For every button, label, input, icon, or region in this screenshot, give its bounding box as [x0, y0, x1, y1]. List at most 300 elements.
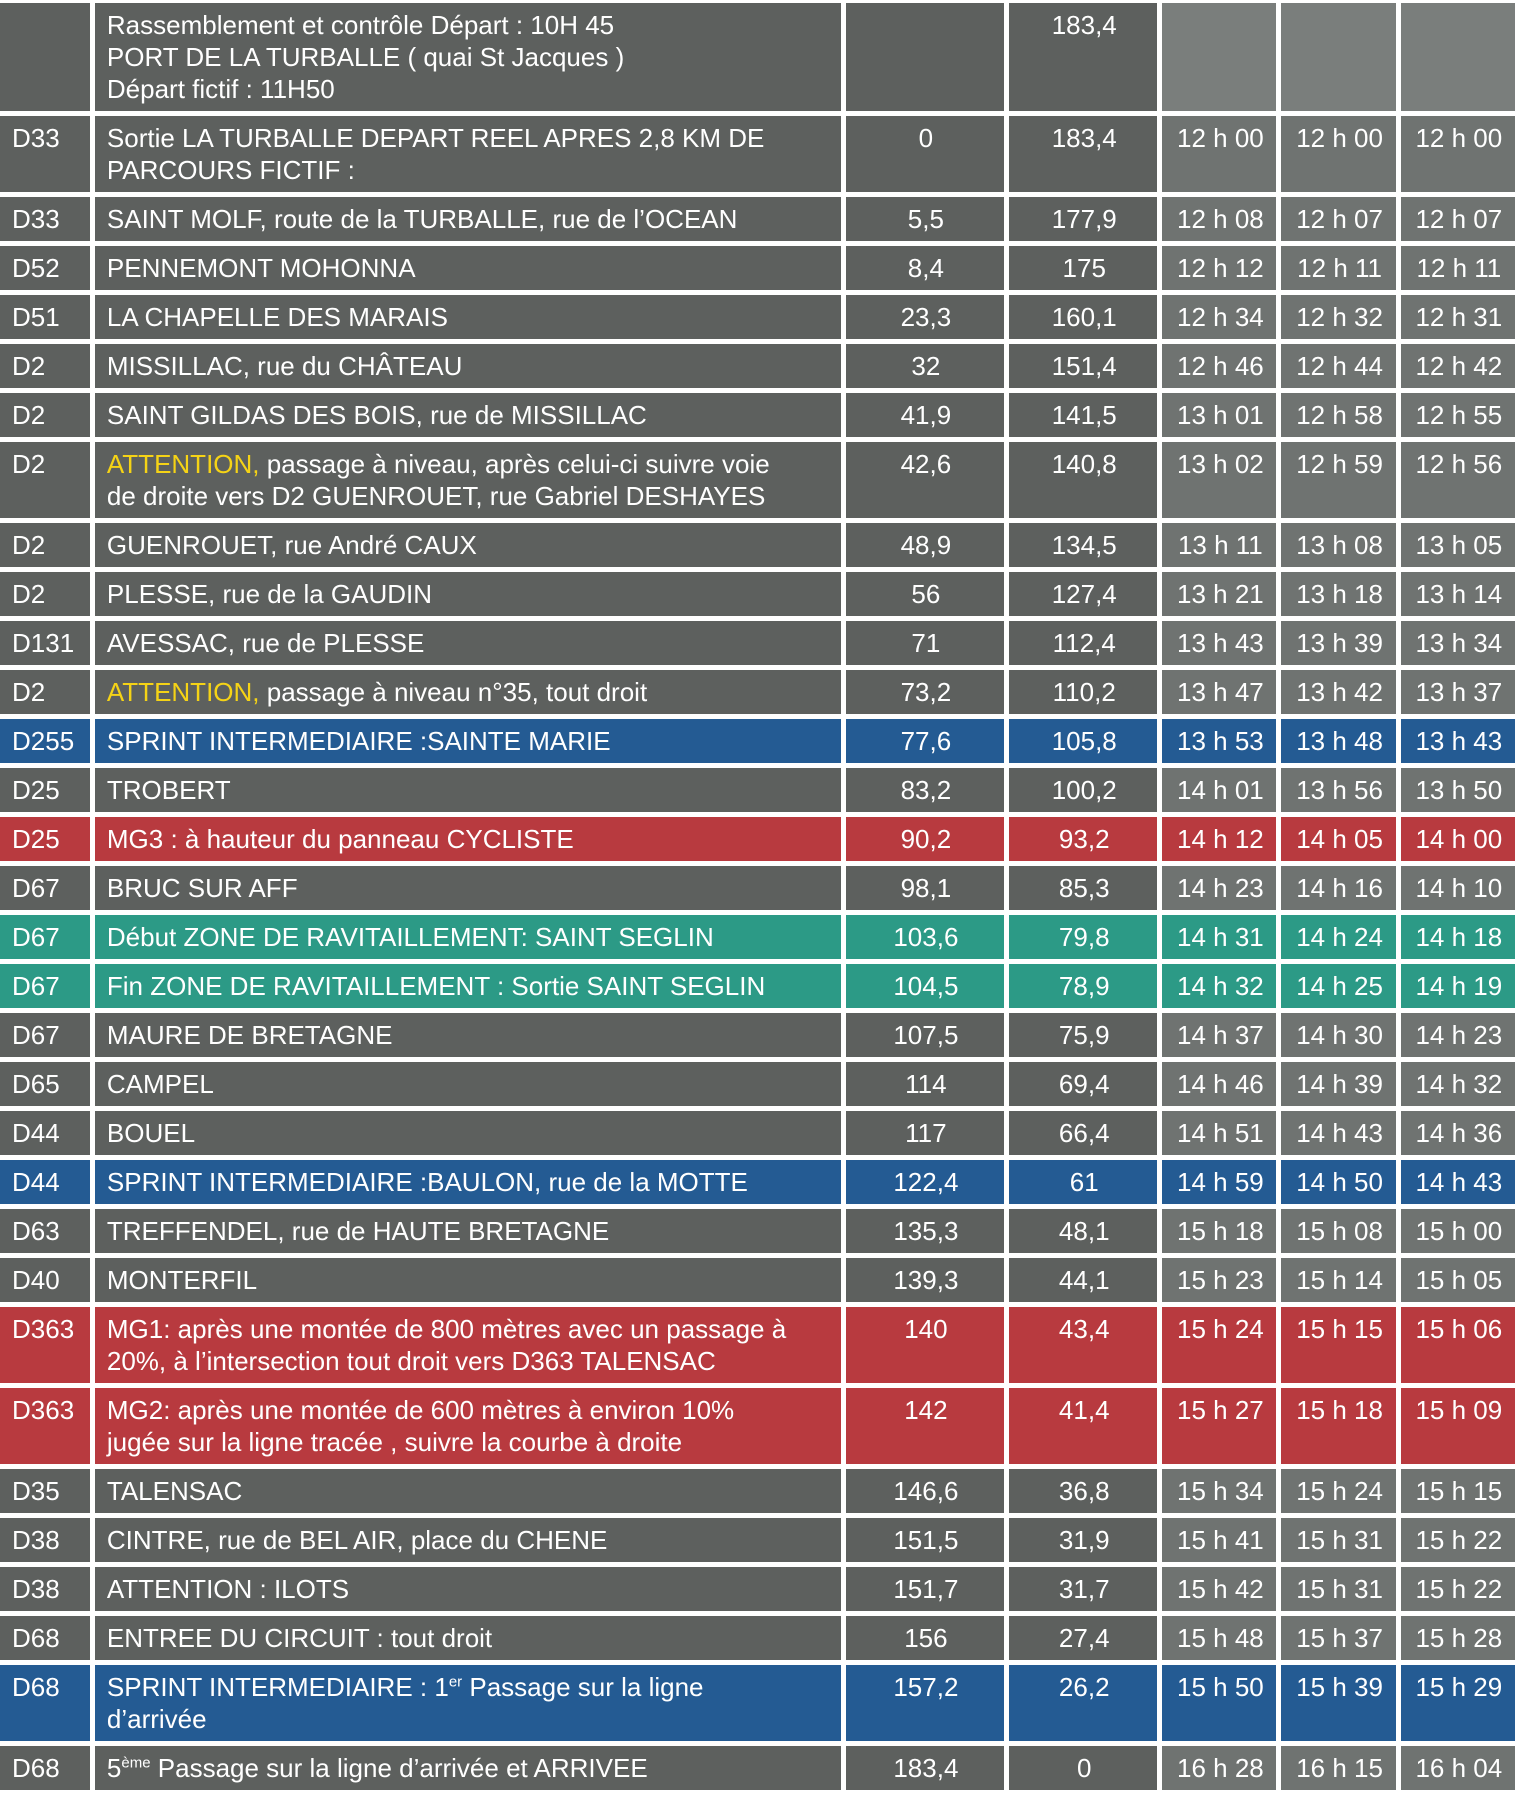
schedule-time-cell: 13 h 47	[1162, 670, 1276, 714]
description-text: SAINT MOLF, route de la TURBALLE, rue de l’OCEAN	[106, 204, 738, 234]
description-text: passage à niveau n°35, tout droit	[259, 677, 648, 707]
schedule-time-cell: 13 h 14	[1401, 572, 1515, 616]
road-number-cell: D44	[0, 1111, 90, 1155]
description-line	[107, 399, 831, 431]
description-cell	[95, 1013, 841, 1057]
km-remaining-cell: 79,8	[1009, 915, 1157, 959]
schedule-time-cell: 13 h 21	[1162, 572, 1276, 616]
schedule-time-cell: 14 h 01	[1162, 768, 1276, 812]
schedule-time-cell: 15 h 18	[1162, 1209, 1276, 1253]
description-line	[107, 350, 831, 382]
schedule-time-cell: 14 h 32	[1162, 964, 1276, 1008]
description-text: CINTRE, rue de BEL AIR, place du CHENE	[106, 1525, 608, 1555]
route-row	[0, 1746, 1515, 1790]
description-line	[107, 676, 831, 708]
schedule-time-cell: 15 h 34	[1162, 1469, 1276, 1513]
description-cell	[95, 393, 841, 437]
road-number-cell: D68	[0, 1665, 90, 1741]
description-cell	[95, 1665, 841, 1741]
description-line	[107, 1166, 831, 1198]
km-covered-cell: 42,6	[846, 442, 1005, 518]
description-cell	[95, 621, 841, 665]
description-cell	[95, 1160, 841, 1204]
schedule-time-cell: 12 h 07	[1281, 197, 1395, 241]
description-cell	[95, 572, 841, 616]
description-line	[107, 1573, 831, 1605]
km-remaining-cell: 66,4	[1009, 1111, 1157, 1155]
km-remaining-cell: 134,5	[1009, 523, 1157, 567]
km-remaining-cell: 31,9	[1009, 1518, 1157, 1562]
description-cell	[95, 1518, 841, 1562]
road-number-cell: D363	[0, 1307, 90, 1383]
schedule-time-cell: 12 h 46	[1162, 344, 1276, 388]
description-text: 5	[106, 1753, 122, 1783]
description-line: d’arrivée	[106, 1704, 207, 1734]
description-line	[107, 252, 831, 284]
schedule-time-cell: 12 h 56	[1401, 442, 1515, 518]
km-covered-cell: 77,6	[846, 719, 1005, 763]
schedule-time-cell: 13 h 05	[1401, 523, 1515, 567]
description-text: ENTREE DU CIRCUIT : tout droit	[106, 1623, 493, 1653]
description-text: MG3 : à hauteur du panneau CYCLISTE	[106, 824, 574, 854]
description-cell	[95, 116, 841, 192]
schedule-time-cell: 12 h 34	[1162, 295, 1276, 339]
schedule-time-cell: 15 h 48	[1162, 1616, 1276, 1660]
km-covered-cell: 98,1	[846, 866, 1005, 910]
description-cell	[95, 1209, 841, 1253]
description-text: passage à niveau, après celui-ci suivre voie	[259, 449, 770, 479]
schedule-time-cell: 12 h 11	[1281, 246, 1395, 290]
description-cell	[95, 442, 841, 518]
schedule-time-cell: 12 h 32	[1281, 295, 1395, 339]
road-number-cell: D33	[0, 116, 90, 192]
km-covered-cell: 48,9	[846, 523, 1005, 567]
description-cell	[95, 768, 841, 812]
km-covered-cell: 104,5	[846, 964, 1005, 1008]
km-remaining-cell: 93,2	[1009, 817, 1157, 861]
description-line	[107, 122, 831, 154]
road-number-cell: D2	[0, 523, 90, 567]
schedule-time-cell	[1162, 3, 1276, 111]
description-line: jugée sur la ligne tracée , suivre la courbe à droite	[106, 1427, 683, 1457]
description-cell	[95, 1111, 841, 1155]
description-cell	[95, 1307, 841, 1383]
description-line: de droite vers D2 GUENROUET, rue Gabriel DESHAYES	[106, 481, 766, 511]
description-line	[107, 921, 831, 953]
road-number-cell: D52	[0, 246, 90, 290]
route-row	[0, 1258, 1515, 1302]
schedule-time-cell: 15 h 50	[1162, 1665, 1276, 1741]
schedule-time-cell: 12 h 00	[1401, 116, 1515, 192]
km-remaining-cell: 41,4	[1009, 1388, 1157, 1464]
route-row	[0, 817, 1515, 861]
km-covered-cell: 23,3	[846, 295, 1005, 339]
route-row	[0, 621, 1515, 665]
road-number-cell: D25	[0, 768, 90, 812]
road-number-cell: D38	[0, 1518, 90, 1562]
schedule-time-cell: 13 h 39	[1281, 621, 1395, 665]
km-covered-cell: 146,6	[846, 1469, 1005, 1513]
description-cell	[95, 915, 841, 959]
description-line	[107, 627, 831, 659]
km-covered-cell: 151,5	[846, 1518, 1005, 1562]
description-cell	[95, 344, 841, 388]
schedule-time-cell: 15 h 08	[1281, 1209, 1395, 1253]
route-row	[0, 1013, 1515, 1057]
km-covered-cell: 142	[846, 1388, 1005, 1464]
schedule-time-cell: 14 h 31	[1162, 915, 1276, 959]
road-number-cell: D35	[0, 1469, 90, 1513]
route-row	[0, 1111, 1515, 1155]
km-covered-cell: 103,6	[846, 915, 1005, 959]
route-row	[0, 915, 1515, 959]
description-cell	[95, 197, 841, 241]
km-remaining-cell: 61	[1009, 1160, 1157, 1204]
schedule-time-cell: 15 h 22	[1401, 1567, 1515, 1611]
schedule-time-cell: 15 h 22	[1401, 1518, 1515, 1562]
km-remaining-cell: 127,4	[1009, 572, 1157, 616]
route-row	[0, 1665, 1515, 1741]
route-row	[0, 523, 1515, 567]
route-row	[0, 1518, 1515, 1562]
schedule-time-cell: 14 h 10	[1401, 866, 1515, 910]
road-number-cell: D363	[0, 1388, 90, 1464]
description-line	[107, 970, 831, 1002]
schedule-time-cell	[1281, 3, 1395, 111]
km-remaining-cell: 27,4	[1009, 1616, 1157, 1660]
description-cell	[95, 3, 841, 111]
km-covered-cell: 183,4	[846, 1746, 1005, 1790]
schedule-time-cell: 13 h 43	[1401, 719, 1515, 763]
schedule-time-cell: 15 h 31	[1281, 1518, 1395, 1562]
schedule-time-cell: 12 h 00	[1162, 116, 1276, 192]
schedule-time-cell: 14 h 43	[1401, 1160, 1515, 1204]
road-number-cell: D51	[0, 295, 90, 339]
description-text: Passage sur la ligne d’arrivée et ARRIVEE	[150, 1753, 648, 1783]
km-remaining-cell: 112,4	[1009, 621, 1157, 665]
route-row	[0, 719, 1515, 763]
route-row	[0, 197, 1515, 241]
km-covered-cell: 71	[846, 621, 1005, 665]
schedule-time-cell: 15 h 41	[1162, 1518, 1276, 1562]
description-text: ATTENTION : ILOTS	[106, 1574, 350, 1604]
km-covered-cell: 56	[846, 572, 1005, 616]
km-remaining-cell: 75,9	[1009, 1013, 1157, 1057]
schedule-time-cell: 15 h 05	[1401, 1258, 1515, 1302]
schedule-time-cell: 14 h 46	[1162, 1062, 1276, 1106]
description-cell	[95, 1388, 841, 1464]
road-number-cell: D2	[0, 393, 90, 437]
schedule-time-cell: 13 h 43	[1162, 621, 1276, 665]
km-covered-cell: 139,3	[846, 1258, 1005, 1302]
schedule-time-cell: 13 h 01	[1162, 393, 1276, 437]
timetable-body	[0, 3, 1515, 1790]
km-remaining-cell: 177,9	[1009, 197, 1157, 241]
road-number-cell: D67	[0, 915, 90, 959]
km-covered-cell: 0	[846, 116, 1005, 192]
schedule-time-cell: 12 h 00	[1281, 116, 1395, 192]
road-number-cell: D65	[0, 1062, 90, 1106]
schedule-time-cell: 15 h 31	[1281, 1567, 1395, 1611]
schedule-time-cell: 15 h 00	[1401, 1209, 1515, 1253]
km-remaining-cell: 69,4	[1009, 1062, 1157, 1106]
road-number-cell: D44	[0, 1160, 90, 1204]
ordinal-superscript: ème	[121, 1754, 151, 1772]
description-line	[107, 1215, 831, 1247]
km-covered-cell: 107,5	[846, 1013, 1005, 1057]
road-number-cell: D2	[0, 572, 90, 616]
description-text: MONTERFIL	[106, 1265, 258, 1295]
schedule-time-cell: 15 h 24	[1281, 1469, 1395, 1513]
description-line	[107, 1394, 831, 1426]
description-line	[107, 301, 831, 333]
description-cell	[95, 866, 841, 910]
description-line: 20%, à l’intersection tout droit vers D363 TALENSAC	[106, 1346, 716, 1376]
route-row	[0, 116, 1515, 192]
schedule-time-cell: 13 h 08	[1281, 523, 1395, 567]
route-row	[0, 1209, 1515, 1253]
route-row	[0, 3, 1515, 111]
km-covered-cell: 135,3	[846, 1209, 1005, 1253]
schedule-time-cell: 12 h 42	[1401, 344, 1515, 388]
route-row	[0, 1469, 1515, 1513]
schedule-time-cell: 12 h 55	[1401, 393, 1515, 437]
schedule-time-cell: 14 h 32	[1401, 1062, 1515, 1106]
description-cell	[95, 1616, 841, 1660]
description-line	[107, 725, 831, 757]
description-line	[107, 774, 831, 806]
km-remaining-cell: 140,8	[1009, 442, 1157, 518]
schedule-time-cell: 15 h 37	[1281, 1616, 1395, 1660]
description-line	[107, 203, 831, 235]
description-line	[107, 1068, 831, 1100]
km-covered-cell: 8,4	[846, 246, 1005, 290]
schedule-time-cell: 15 h 14	[1281, 1258, 1395, 1302]
description-text: BRUC SUR AFF	[106, 873, 298, 903]
description-text: MG2: après une montée de 600 mètres à environ 10%	[106, 1395, 735, 1425]
description-line	[107, 1752, 831, 1784]
description-line	[107, 529, 831, 561]
description-cell	[95, 1062, 841, 1106]
description-text: CAMPEL	[106, 1069, 214, 1099]
description-text: AVESSAC, rue de PLESSE	[106, 628, 425, 658]
description-line	[107, 9, 831, 41]
schedule-time-cell: 14 h 43	[1281, 1111, 1395, 1155]
route-row	[0, 1616, 1515, 1660]
km-covered-cell	[846, 3, 1005, 111]
schedule-time-cell: 14 h 00	[1401, 817, 1515, 861]
route-row	[0, 442, 1515, 518]
schedule-time-cell: 14 h 23	[1162, 866, 1276, 910]
route-row	[0, 866, 1515, 910]
description-text: GUENROUET, rue André CAUX	[106, 530, 477, 560]
schedule-time-cell: 14 h 30	[1281, 1013, 1395, 1057]
route-row	[0, 344, 1515, 388]
schedule-time-cell: 13 h 42	[1281, 670, 1395, 714]
description-text: Début ZONE DE RAVITAILLEMENT: SAINT SEGLIN	[106, 922, 714, 952]
schedule-time-cell: 13 h 18	[1281, 572, 1395, 616]
description-text: Fin ZONE DE RAVITAILLEMENT : Sortie SAINT SEGLIN	[106, 971, 766, 1001]
schedule-time-cell: 12 h 07	[1401, 197, 1515, 241]
description-text: SPRINT INTERMEDIAIRE :SAINTE MARIE	[106, 726, 611, 756]
schedule-time-cell: 16 h 28	[1162, 1746, 1276, 1790]
description-text: SAINT GILDAS DES BOIS, rue de MISSILLAC	[106, 400, 647, 430]
description-line	[107, 1313, 831, 1345]
description-text: MG1: après une montée de 800 mètres avec un passage à	[106, 1314, 787, 1344]
schedule-time-cell: 12 h 59	[1281, 442, 1395, 518]
description-text: LA CHAPELLE DES MARAIS	[106, 302, 448, 332]
road-number-cell: D63	[0, 1209, 90, 1253]
description-text: TREFFENDEL, rue de HAUTE BRETAGNE	[106, 1216, 610, 1246]
description-cell	[95, 670, 841, 714]
km-remaining-cell: 26,2	[1009, 1665, 1157, 1741]
description-line	[107, 823, 831, 855]
schedule-time-cell: 15 h 15	[1401, 1469, 1515, 1513]
description-line: PARCOURS FICTIF :	[106, 155, 355, 185]
description-line	[107, 578, 831, 610]
road-number-cell: D38	[0, 1567, 90, 1611]
route-row	[0, 670, 1515, 714]
schedule-time-cell: 15 h 42	[1162, 1567, 1276, 1611]
schedule-time-cell: 14 h 51	[1162, 1111, 1276, 1155]
road-number-cell: D2	[0, 442, 90, 518]
km-covered-cell: 90,2	[846, 817, 1005, 861]
km-covered-cell: 157,2	[846, 1665, 1005, 1741]
km-remaining-cell: 85,3	[1009, 866, 1157, 910]
schedule-time-cell: 13 h 11	[1162, 523, 1276, 567]
km-remaining-cell: 100,2	[1009, 768, 1157, 812]
road-number-cell: D67	[0, 866, 90, 910]
schedule-time-cell: 14 h 05	[1281, 817, 1395, 861]
description-line	[107, 1671, 831, 1703]
km-remaining-cell: 110,2	[1009, 670, 1157, 714]
km-remaining-cell: 48,1	[1009, 1209, 1157, 1253]
km-covered-cell: 156	[846, 1616, 1005, 1660]
schedule-time-cell: 13 h 53	[1162, 719, 1276, 763]
route-row	[0, 1160, 1515, 1204]
schedule-time-cell: 14 h 19	[1401, 964, 1515, 1008]
schedule-time-cell: 15 h 29	[1401, 1665, 1515, 1741]
road-number-cell: D25	[0, 817, 90, 861]
warning-label: ATTENTION,	[106, 677, 260, 707]
schedule-time-cell: 15 h 06	[1401, 1307, 1515, 1383]
road-number-cell	[0, 3, 90, 111]
km-covered-cell: 117	[846, 1111, 1005, 1155]
km-covered-cell: 73,2	[846, 670, 1005, 714]
road-number-cell: D131	[0, 621, 90, 665]
km-remaining-cell: 31,7	[1009, 1567, 1157, 1611]
road-number-cell: D40	[0, 1258, 90, 1302]
description-text: Passage sur la ligne	[462, 1672, 704, 1702]
schedule-time-cell: 15 h 23	[1162, 1258, 1276, 1302]
description-text: Rassemblement et contrôle Départ : 10H 45	[106, 10, 615, 40]
ordinal-superscript: er	[448, 1673, 463, 1691]
schedule-time-cell: 14 h 12	[1162, 817, 1276, 861]
description-cell	[95, 817, 841, 861]
description-cell	[95, 719, 841, 763]
description-text: TROBERT	[106, 775, 231, 805]
km-remaining-cell: 78,9	[1009, 964, 1157, 1008]
schedule-time-cell: 12 h 58	[1281, 393, 1395, 437]
road-number-cell: D255	[0, 719, 90, 763]
schedule-time-cell: 12 h 11	[1401, 246, 1515, 290]
schedule-time-cell: 13 h 34	[1401, 621, 1515, 665]
warning-label: ATTENTION,	[106, 449, 260, 479]
route-row	[0, 964, 1515, 1008]
description-line	[107, 1524, 831, 1556]
km-covered-cell: 41,9	[846, 393, 1005, 437]
km-remaining-cell: 105,8	[1009, 719, 1157, 763]
description-text: MAURE DE BRETAGNE	[106, 1020, 393, 1050]
description-cell	[95, 246, 841, 290]
schedule-time-cell: 12 h 12	[1162, 246, 1276, 290]
route-row	[0, 1567, 1515, 1611]
schedule-time-cell: 15 h 28	[1401, 1616, 1515, 1660]
km-remaining-cell: 43,4	[1009, 1307, 1157, 1383]
description-text: PLESSE, rue de la GAUDIN	[106, 579, 433, 609]
km-covered-cell: 151,7	[846, 1567, 1005, 1611]
schedule-time-cell: 15 h 27	[1162, 1388, 1276, 1464]
route-row	[0, 572, 1515, 616]
schedule-time-cell: 15 h 15	[1281, 1307, 1395, 1383]
route-row	[0, 246, 1515, 290]
schedule-time-cell: 13 h 37	[1401, 670, 1515, 714]
route-row	[0, 1062, 1515, 1106]
km-remaining-cell: 183,4	[1009, 3, 1157, 111]
description-text: BOUEL	[106, 1118, 196, 1148]
description-cell	[95, 295, 841, 339]
description-text: MISSILLAC, rue du CHÂTEAU	[106, 351, 463, 381]
schedule-time-cell: 14 h 25	[1281, 964, 1395, 1008]
schedule-time-cell: 16 h 04	[1401, 1746, 1515, 1790]
road-number-cell: D68	[0, 1616, 90, 1660]
description-text: SPRINT INTERMEDIAIRE : 1	[106, 1672, 449, 1702]
description-line	[107, 1264, 831, 1296]
schedule-time-cell: 12 h 08	[1162, 197, 1276, 241]
description-line: Départ fictif : 11H50	[106, 74, 335, 104]
schedule-time-cell: 15 h 39	[1281, 1665, 1395, 1741]
description-cell	[95, 1258, 841, 1302]
description-line	[107, 448, 831, 480]
km-remaining-cell: 36,8	[1009, 1469, 1157, 1513]
description-cell	[95, 1567, 841, 1611]
schedule-time-cell: 14 h 39	[1281, 1062, 1395, 1106]
route-row	[0, 1307, 1515, 1383]
description-line	[107, 1117, 831, 1149]
description-line: PORT DE LA TURBALLE ( quai St Jacques )	[106, 42, 625, 72]
description-text: TALENSAC	[106, 1476, 243, 1506]
description-text: PENNEMONT MOHONNA	[106, 253, 416, 283]
description-cell	[95, 1746, 841, 1790]
road-number-cell: D2	[0, 344, 90, 388]
description-line	[107, 1622, 831, 1654]
km-remaining-cell: 183,4	[1009, 116, 1157, 192]
km-covered-cell: 114	[846, 1062, 1005, 1106]
schedule-time-cell: 13 h 56	[1281, 768, 1395, 812]
schedule-time-cell: 14 h 16	[1281, 866, 1395, 910]
description-text: Sortie LA TURBALLE DEPART REEL APRES 2,8 KM DE	[106, 123, 765, 153]
schedule-time-cell: 12 h 31	[1401, 295, 1515, 339]
schedule-time-cell: 13 h 02	[1162, 442, 1276, 518]
description-cell	[95, 523, 841, 567]
schedule-time-cell: 14 h 18	[1401, 915, 1515, 959]
schedule-time-cell: 12 h 44	[1281, 344, 1395, 388]
km-remaining-cell: 0	[1009, 1746, 1157, 1790]
km-remaining-cell: 141,5	[1009, 393, 1157, 437]
schedule-time-cell	[1401, 3, 1515, 111]
schedule-time-cell: 14 h 59	[1162, 1160, 1276, 1204]
schedule-time-cell: 14 h 50	[1281, 1160, 1395, 1204]
